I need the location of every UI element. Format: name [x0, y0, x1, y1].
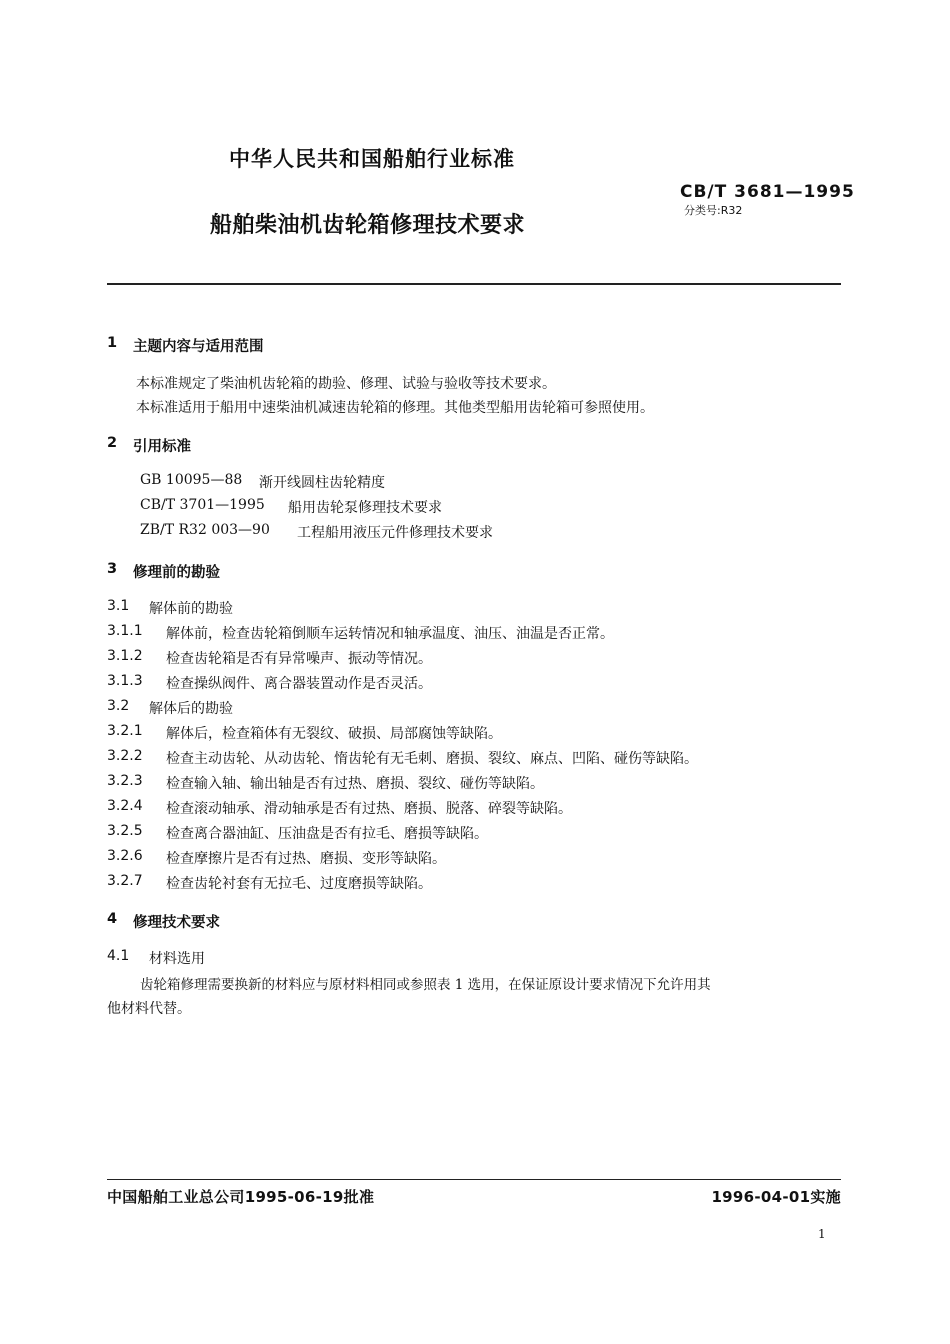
approval-line: 中国船舶工业总公司1995-06-19批准 [107, 1188, 375, 1206]
section-4-heading: 修理技术要求 [133, 915, 220, 931]
clause-text: 解体后的勘验 [149, 701, 233, 717]
reference-title: 工程船用液压元件修理技术要求 [297, 525, 493, 541]
reference-title: 渐开线圆柱齿轮精度 [259, 475, 385, 491]
clause-number: 3.2.6 [107, 848, 143, 864]
section-1-paragraph-1: 本标准规定了柴油机齿轮箱的勘验、修理、试验与验收等技术要求。 [136, 376, 556, 392]
clause-number: 3.1.2 [107, 648, 143, 664]
clause-text: 检查摩擦片是否有过热、磨损、变形等缺陷。 [166, 851, 446, 867]
section-3-heading: 修理前的勘验 [133, 565, 220, 581]
clause-number: 3.1.3 [107, 673, 143, 689]
clause-number: 3.2.5 [107, 823, 143, 839]
clause-text: 检查齿轮箱是否有异常噪声、振动等情况。 [166, 651, 432, 667]
clause-number: 4.1 [107, 948, 130, 964]
org-title: 中华人民共和国船舶行业标准 [229, 147, 515, 171]
clause-text: 检查主动齿轮、从动齿轮、惰齿轮有无毛刺、磨损、裂纹、麻点、凹陷、碰伤等缺陷。 [166, 751, 698, 767]
clause-number: 3.2.1 [107, 723, 143, 739]
clause-number: 3.2.7 [107, 873, 143, 889]
header-divider [107, 283, 841, 285]
reference-code: CB/T 3701—1995 [140, 497, 265, 513]
clause-text: 检查齿轮衬套有无拉毛、过度磨损等缺陷。 [166, 876, 432, 892]
clause-text: 材料选用 [149, 951, 205, 967]
footer-divider [107, 1179, 841, 1180]
std-code: CB/T 3681—1995 [680, 182, 855, 202]
clause-number: 3.1.1 [107, 623, 143, 639]
section-4-paragraph-line-1: 齿轮箱修理需要换新的材料应与原材料相同或参照表 1 选用，在保证原设计要求情况下允许用其 [140, 977, 711, 993]
clause-number: 3.2 [107, 698, 130, 714]
reference-code: ZB/T R32 003—90 [140, 522, 270, 538]
clause-text: 解体前的勘验 [149, 601, 233, 617]
section-4-paragraph-line-2: 他材料代替。 [107, 1001, 191, 1017]
document-title: 船舶柴油机齿轮箱修理技术要求 [210, 213, 526, 238]
clause-text: 检查滚动轴承、滑动轴承是否有过热、磨损、脱落、碎裂等缺陷。 [166, 801, 572, 817]
clause-number: 3.2.3 [107, 773, 143, 789]
section-4-number: 4 [107, 911, 118, 927]
section-1-number: 1 [107, 335, 118, 351]
page-number: 1 [818, 1227, 826, 1241]
effective-date: 1996-04-01实施 [711, 1188, 841, 1206]
clause-number: 3.2.2 [107, 748, 143, 764]
reference-title: 船用齿轮泵修理技术要求 [288, 500, 442, 516]
clause-text: 检查操纵阀件、离合器装置动作是否灵活。 [166, 676, 432, 692]
classification-code: 分类号:R32 [684, 204, 743, 217]
reference-code: GB 10095—88 [140, 472, 243, 488]
clause-number: 3.2.4 [107, 798, 143, 814]
clause-text: 解体前，检查齿轮箱倒顺车运转情况和轴承温度、油压、油温是否正常。 [166, 626, 614, 642]
clause-text: 检查输入轴、输出轴是否有过热、磨损、裂纹、碰伤等缺陷。 [166, 776, 544, 792]
clause-text: 解体后，检查箱体有无裂纹、破损、局部腐蚀等缺陷。 [166, 726, 502, 742]
section-1-heading: 主题内容与适用范围 [133, 339, 264, 355]
section-2-heading: 引用标准 [133, 439, 191, 455]
clause-number: 3.1 [107, 598, 130, 614]
section-1-paragraph-2: 本标准适用于船用中速柴油机减速齿轮箱的修理。其他类型船用齿轮箱可参照使用。 [136, 400, 654, 416]
clause-text: 检查离合器油缸、压油盘是否有拉毛、磨损等缺陷。 [166, 826, 488, 842]
section-2-number: 2 [107, 435, 118, 451]
section-3-number: 3 [107, 561, 118, 577]
